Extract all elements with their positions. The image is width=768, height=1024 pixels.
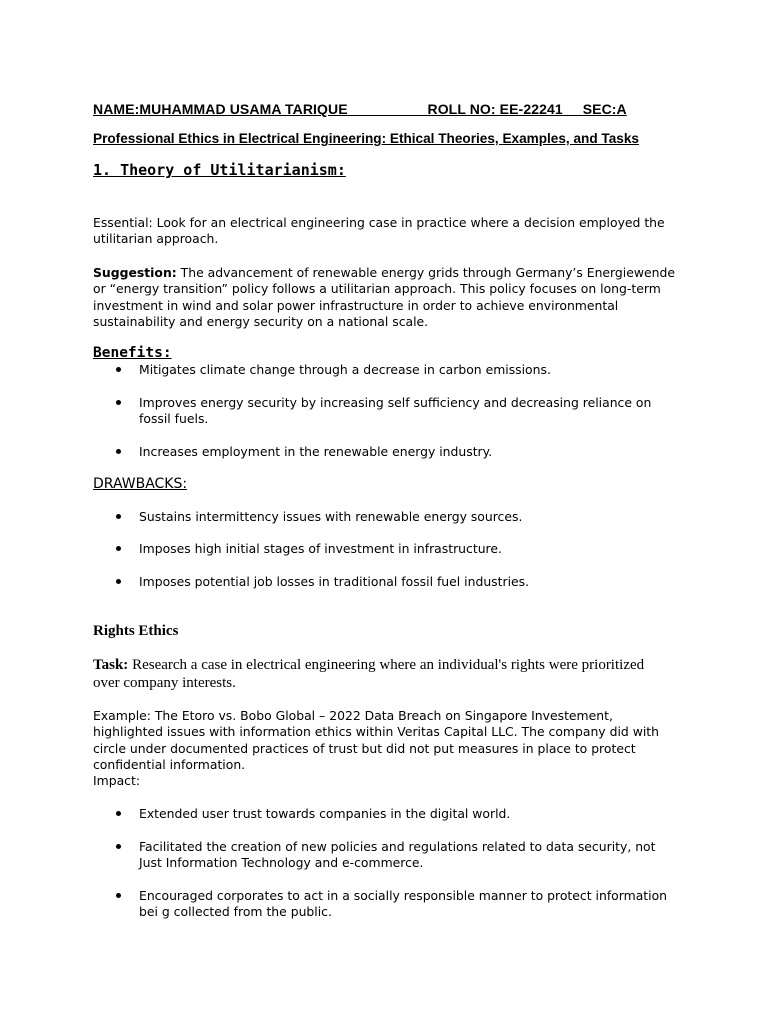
student-header: [93, 101, 627, 117]
benefit-item: Increases employment in the renewable energy industry.: [139, 444, 493, 459]
bullet-icon: [116, 400, 121, 405]
suggestion-label: Suggestion:: [93, 265, 177, 280]
drawback-item: Imposes high initial stages of investment in infrastructure.: [139, 541, 502, 556]
task-paragraph: [93, 657, 673, 692]
section-label: SEC:A: [582, 101, 627, 117]
task-text: Research a case in electrical engineering where an individual's rights were prioritized over company interests.: [93, 657, 645, 691]
impact-item: Facilitated the creation of new policies and regulations related to data security, not Just Information Technology and e-commerce.: [139, 839, 656, 871]
document-title: Professional Ethics in Electrical Engineering: Ethical Theories, Examples, and Tasks: [93, 131, 639, 146]
impact-item: Extended user trust towards companies in the digital world.: [139, 806, 511, 821]
task-label: Task:: [93, 657, 129, 673]
suggestion-text: The advancement of renewable energy grids through Germany’s Energiewende or “energy transition” policy follows a utilitarian approach. This policy focuses on long-term investment in wind and solar power infrastructure in order to achieve environmental sustainability and energy security on a national scale.: [93, 265, 675, 330]
bullet-icon: [116, 514, 121, 519]
essential-paragraph: Essential: Look for an electrical engineering case in practice where a decision employed the utilitarian approach.: [93, 215, 665, 247]
header-gap: [563, 101, 583, 117]
benefits-heading: Benefits:: [93, 345, 172, 361]
student-name: NAME:MUHAMMAD USAMA TARIQUE: [93, 101, 348, 117]
rights-ethics-heading: Rights Ethics: [93, 623, 179, 639]
bullet-icon: [116, 811, 121, 816]
bullet-icon: [116, 449, 121, 454]
header-spacer: [348, 101, 428, 117]
impact-label: Impact:: [93, 773, 141, 788]
drawbacks-heading: DRAWBACKS:: [93, 476, 188, 492]
benefit-item: Mitigates climate change through a decrease in carbon emissions.: [139, 362, 551, 377]
bullet-icon: [116, 546, 121, 551]
benefit-item: Improves energy security by increasing self sufficiency and decreasing reliance on fossil fuels.: [139, 395, 652, 427]
impact-item: Encouraged corporates to act in a socially responsible manner to protect information bei g collected from the public.: [139, 888, 668, 920]
suggestion-paragraph: [93, 265, 675, 331]
example-paragraph: Example: The Etoro vs. Bobo Global – 2022 Data Breach on Singapore Investement, highlighted issues with information ethics within Veritas Capital LLC. The company did with circle under documented practices of trust but did not put measures in place to protect confidential information.: [93, 708, 659, 773]
drawback-item: Imposes potential job losses in traditional fossil fuel industries.: [139, 574, 530, 589]
utilitarianism-heading: 1. Theory of Utilitarianism:: [93, 161, 346, 179]
bullet-icon: [116, 367, 121, 372]
bullet-icon: [116, 893, 121, 898]
bullet-icon: [116, 579, 121, 584]
bullet-icon: [116, 844, 121, 849]
drawback-item: Sustains intermittency issues with renewable energy sources.: [139, 509, 523, 524]
roll-number: ROLL NO: EE-22241: [427, 101, 563, 117]
